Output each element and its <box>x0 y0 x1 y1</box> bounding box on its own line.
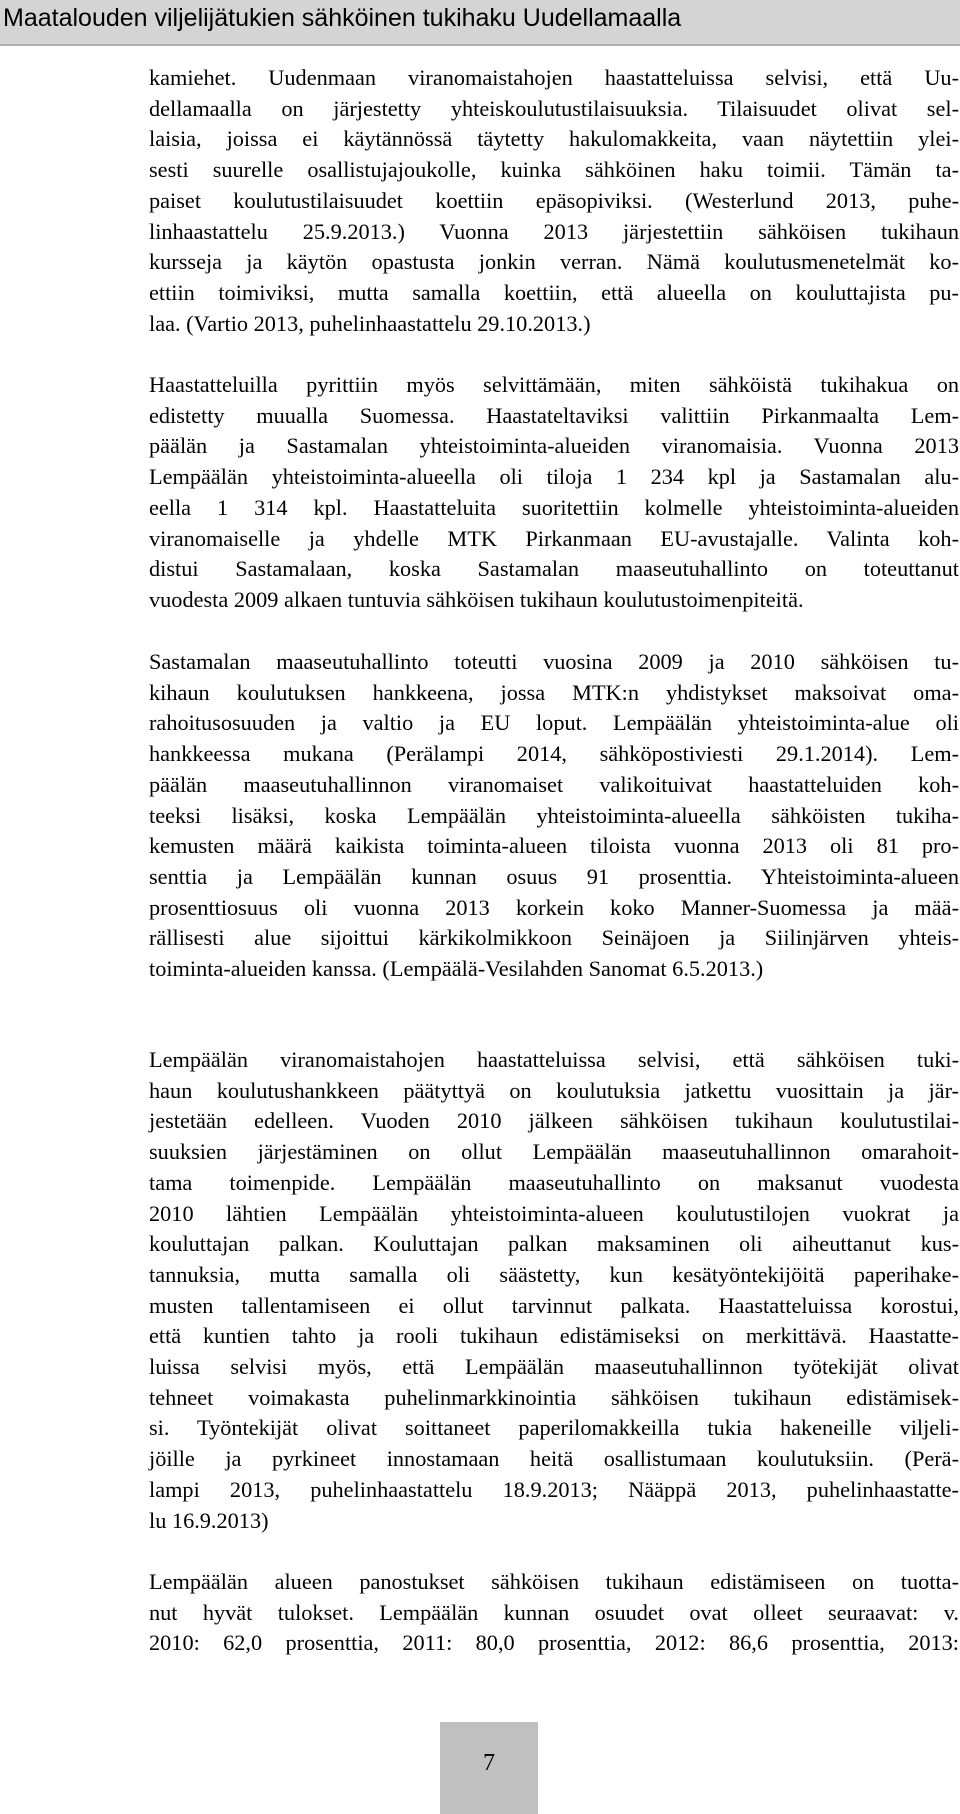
text-line: teeksi lisäksi, koska Lempäälän yhteistoiminta-alueella sähköisten tukiha- <box>149 802 959 828</box>
text-line: laa. (Vartio 2013, puhelinhaastattelu 29.10.2013.) <box>149 310 591 336</box>
text-line: Lempäälän viranomaistahojen haastatteluissa selvisi, että sähköisen tuki- <box>149 1047 959 1072</box>
text-line: Sastamalan maaseutuhallinto toteutti vuosina 2009 ja 2010 sähköisen tu- <box>149 649 959 674</box>
page-number-box <box>440 1722 538 1814</box>
text-line: päälän maaseutuhallinnon viranomaiset valikoituivat haastatteluiden koh- <box>149 771 959 797</box>
text-line: kemusten määrä kaikista toiminta-alueen tiloista vuonna 2013 oli 81 pro- <box>149 833 959 859</box>
text-line: dellamaalla on järjestetty yhteiskoulutustilaisuuksia. Tilaisuudet olivat sel- <box>149 95 959 121</box>
text-line: jestetään edelleen. Vuoden 2010 jälkeen sähköisen tukihaun koulutustilai- <box>149 1108 959 1134</box>
header-title: Maatalouden viljelijätukien sähköinen tukihaku Uudellamaalla <box>3 4 682 32</box>
text-line: kouluttajan palkan. Kouluttajan palkan maksaminen oli aiheuttanut kus- <box>149 1231 959 1257</box>
text-line: että kuntien tahto ja rooli tukihaun edistämiseksi on merkittävä. Haastatte- <box>149 1323 959 1349</box>
text-line: lu 16.9.2013) <box>149 1507 269 1533</box>
text-line: ettiin toimiviksi, mutta samalla koettiin, että alueella on kouluttajista pu- <box>149 279 959 305</box>
text-line: distui Sastamalaan, koska Sastamalan maaseutuhallinto on toteuttanut <box>149 556 959 582</box>
text-line: paiset koulutustilaisuudet koettiin epäsopiviksi. (Westerlund 2013, puhe- <box>149 187 959 213</box>
text-line: musten tallentamiseen ei ollut tarvinnut palkata. Haastatteluissa korostui, <box>149 1292 959 1318</box>
text-line: linhaastattelu 25.9.2013.) Vuonna 2013 järjestettiin sähköisen tukihaun <box>149 218 959 244</box>
paragraph-2 <box>149 370 959 616</box>
text-line: toiminta-alueiden kanssa. (Lempäälä-Vesilahden Sanomat 6.5.2013.) <box>149 956 764 982</box>
text-line: senttia ja Lempäälän kunnan osuus 91 prosenttia. Yhteistoiminta-alueen <box>149 863 959 889</box>
text-line: kamiehet. Uudenmaan viranomaistahojen haastatteluissa selvisi, että Uu- <box>149 65 959 90</box>
paragraph-4 <box>149 1045 959 1536</box>
text-line: laisia, joissa ei käytännössä täytetty hakulomakkeita, vaan näytettiin ylei- <box>149 126 959 152</box>
text-line: si. Työntekijät olivat soittaneet paperilomakkeilla tukia hakeneille viljeli- <box>149 1415 959 1441</box>
text-line: tama toimenpide. Lempäälän maaseutuhallinto on maksanut vuodesta <box>149 1169 959 1195</box>
text-line: nut hyvät tulokset. Lempäälän kunnan osuudet ovat olleet seuraavat: v. <box>149 1599 959 1625</box>
text-line: hankkeessa mukana (Perälampi 2014, sähköpostiviesti 29.1.2014). Lem- <box>149 741 959 767</box>
text-line: sesti suurelle osallistujajoukolle, kuinka sähköinen haku toimii. Tämän ta- <box>149 157 959 183</box>
text-line: kursseja ja käytön opastusta jonkin verran. Nämä koulutusmenetelmät ko- <box>149 249 959 275</box>
running-header <box>0 0 960 46</box>
text-line: kihaun koulutuksen hankkeena, jossa MTK:n yhdistykset maksoivat oma- <box>149 679 959 705</box>
page-number: 7 <box>483 1750 495 1776</box>
text-line: Lempäälän alueen panostukset sähköisen tukihaun edistämiseen on tuotta- <box>149 1569 959 1594</box>
paragraph-5 <box>149 1567 959 1659</box>
text-line: tehneet voimakasta puhelinmarkkinointia sähköisen tukihaun edistämisek- <box>149 1384 959 1410</box>
text-line: edistetty muualla Suomessa. Haastateltaviksi valittiin Pirkanmaalta Lem- <box>149 402 959 428</box>
text-line: jöille ja pyrkineet innostamaan heitä osallistumaan koulutuksiin. (Perä- <box>149 1446 959 1472</box>
text-line: lampi 2013, puhelinhaastattelu 18.9.2013; Nääppä 2013, puhelinhaastatte- <box>149 1476 959 1502</box>
paragraph-3 <box>149 647 959 985</box>
text-line: Haastatteluilla pyrittiin myös selvittämään, miten sähköistä tukihakua on <box>149 372 959 397</box>
text-line: rällisesti alue sijoittui kärkikolmikkoon Seinäjoen ja Siilinjärven yhteis- <box>149 925 959 951</box>
paragraph-1 <box>149 63 959 339</box>
text-line: tannuksia, mutta samalla oli säästetty, kun kesätyöntekijöitä paperihake- <box>149 1261 959 1287</box>
text-line: 2010 lähtien Lempäälän yhteistoiminta-alueen koulutustilojen vuokrat ja <box>149 1200 959 1226</box>
text-line: suuksien järjestäminen on ollut Lempäälän maaseutuhallinnon omarahoit- <box>149 1139 959 1165</box>
text-line: rahoitusosuuden ja valtio ja EU loput. Lempäälän yhteistoiminta-alue oli <box>149 710 959 736</box>
text-line: päälän ja Sastamalan yhteistoiminta-alueiden viranomaisia. Vuonna 2013 <box>149 433 959 459</box>
text-line: luissa selvisi myös, että Lempäälän maaseutuhallinnon työtekijät olivat <box>149 1354 959 1380</box>
text-line: viranomaiselle ja yhdelle MTK Pirkanmaan EU-avustajalle. Valinta koh- <box>149 525 959 551</box>
text-line: eella 1 314 kpl. Haastatteluita suoritettiin kolmelle yhteistoiminta-alueiden <box>149 494 959 520</box>
text-line: vuodesta 2009 alkaen tuntuvia sähköisen tukihaun koulutustoimenpiteitä. <box>149 586 804 612</box>
text-line: Lempäälän yhteistoiminta-alueella oli tiloja 1 234 kpl ja Sastamalan alu- <box>149 464 959 490</box>
text-line: haun koulutushankkeen päätyttyä on koulutuksia jatkettu vuosittain ja jär- <box>149 1077 959 1103</box>
text-line: prosenttiosuus oli vuonna 2013 korkein koko Manner-Suomessa ja mää- <box>149 894 959 920</box>
text-line: 2010: 62,0 prosenttia, 2011: 80,0 prosenttia, 2012: 86,6 prosenttia, 2013: <box>149 1630 959 1656</box>
